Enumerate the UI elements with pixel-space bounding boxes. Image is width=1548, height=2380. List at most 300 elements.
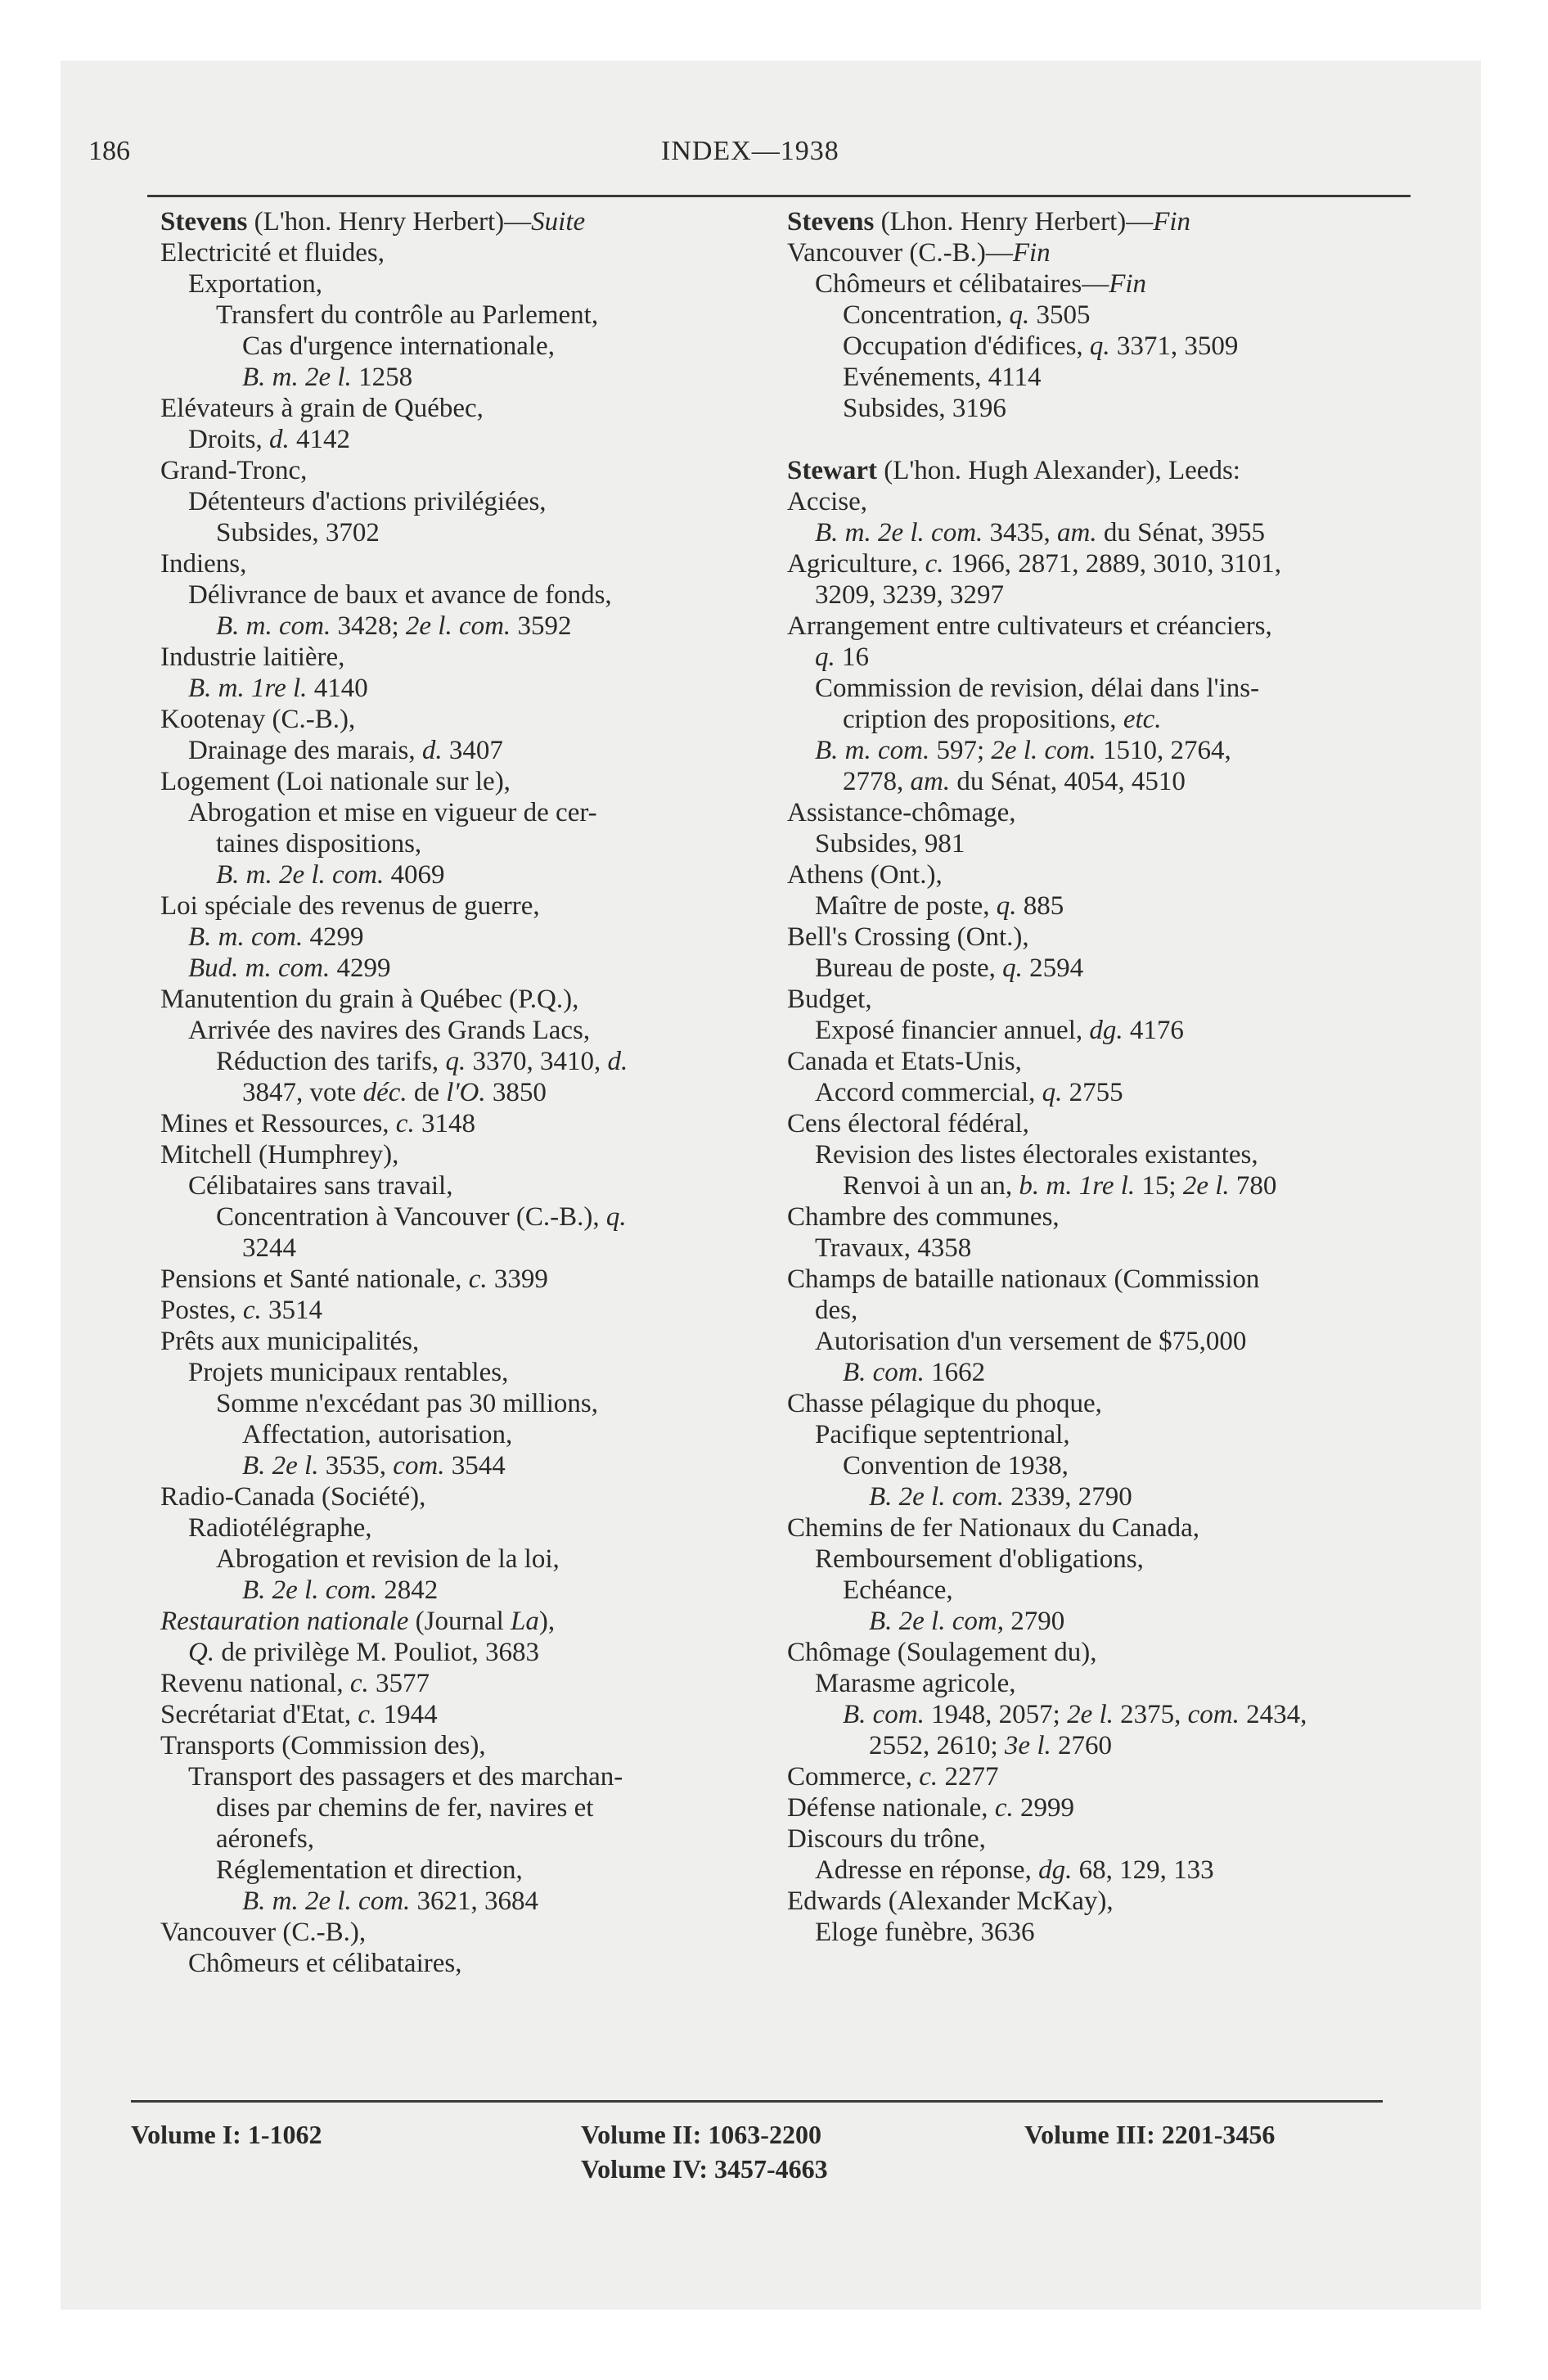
index-entry xyxy=(160,579,766,611)
index-entry xyxy=(787,1450,1409,1481)
index-entry xyxy=(787,548,1409,579)
entry-text: Arrangement entre cultivateurs et créanciers, xyxy=(787,611,1272,641)
entry-text: Stevens xyxy=(160,207,248,237)
entry-text: 2778, xyxy=(843,767,911,796)
entry-text: Cens électoral fédéral, xyxy=(787,1109,1029,1138)
entry-text: Vancouver (C.-B.)— xyxy=(787,238,1013,268)
entry-text: Abrogation et mise en vigueur de cer- xyxy=(188,798,597,827)
index-entry xyxy=(787,579,1409,611)
entry-text: Chômeurs et célibataires— xyxy=(815,269,1109,299)
entry-text: Elévateurs à grain de Québec, xyxy=(160,394,484,423)
entry-text: Autorisation d'un versement de $75,000 xyxy=(815,1327,1247,1356)
entry-text: 885 xyxy=(1016,891,1064,921)
entry-text: Réglementation et direction, xyxy=(216,1855,523,1885)
entry-text: 4176 xyxy=(1123,1016,1184,1045)
entry-text: Revenu national, xyxy=(160,1669,350,1698)
index-entry xyxy=(160,984,766,1015)
footer-volume-2: Volume II: 1063-2200 xyxy=(581,2120,821,2149)
entry-text: 3370, 3410, xyxy=(466,1047,608,1076)
entry-text: d. xyxy=(607,1047,628,1076)
entry-text: Secrétariat d'Etat, xyxy=(160,1700,358,1729)
entry-text: 4142 xyxy=(289,425,350,454)
entry-text: Industrie laitière, xyxy=(160,642,345,672)
index-entry xyxy=(160,922,766,953)
index-entry xyxy=(787,1233,1409,1264)
index-entry xyxy=(160,859,766,890)
entry-text: Stevens xyxy=(787,207,875,237)
index-entry xyxy=(160,1295,766,1326)
entry-text: c. xyxy=(358,1700,377,1729)
entry-text: (Journal xyxy=(408,1607,511,1636)
entry-text: Délivrance de baux et avance de fonds, xyxy=(188,580,612,610)
entry-text: c. xyxy=(242,1296,262,1325)
index-entry xyxy=(160,1046,766,1077)
entry-text: taines dispositions, xyxy=(216,829,422,859)
index-entry xyxy=(160,828,766,859)
index-entry xyxy=(787,859,1409,890)
entry-text: Radiotélégraphe, xyxy=(188,1513,372,1543)
index-entry xyxy=(160,1512,766,1544)
entry-text: q. xyxy=(445,1047,466,1076)
entry-text: B. m. 1re l. xyxy=(188,674,308,703)
index-entry xyxy=(160,704,766,735)
entry-text: Somme n'excédant pas 30 millions, xyxy=(216,1389,598,1418)
entry-text: Agriculture, xyxy=(787,549,925,579)
entry-text: Drainage des marais, xyxy=(188,736,422,765)
index-entry xyxy=(160,1637,766,1668)
entry-text: ), xyxy=(538,1607,556,1636)
index-entry xyxy=(787,1326,1409,1357)
entry-text: Remboursement d'obligations, xyxy=(815,1544,1144,1574)
entry-text: 3428; xyxy=(331,611,406,641)
entry-text: Logement (Loi nationale sur le), xyxy=(160,767,511,796)
entry-text: 3621, 3684 xyxy=(410,1886,539,1916)
index-entry xyxy=(787,828,1409,859)
index-entry xyxy=(160,237,766,268)
entry-text: Commission de revision, délai dans l'ins- xyxy=(815,674,1260,703)
entry-text: 1662 xyxy=(924,1358,986,1387)
entry-text: B. m. 2e l. com. xyxy=(216,860,385,890)
entry-text: 2375, xyxy=(1113,1700,1188,1729)
entry-text: B. m. 2e l. xyxy=(242,363,352,392)
entry-text: am. xyxy=(910,767,951,796)
entry-text: Chemins de fer Nationaux du Canada, xyxy=(787,1513,1200,1543)
entry-text: 3592 xyxy=(511,611,572,641)
index-entry xyxy=(160,1450,766,1481)
entry-text: Indiens, xyxy=(160,549,247,579)
running-head: INDEX—1938 xyxy=(661,136,839,166)
entry-text: 1966, 2871, 2889, 3010, 3101, xyxy=(943,549,1282,579)
entry-text: Mitchell (Humphrey), xyxy=(160,1140,399,1170)
entry-text: Détenteurs d'actions privilégiées, xyxy=(188,487,547,516)
entry-text: Fin xyxy=(1153,207,1191,237)
entry-text: Marasme agricole, xyxy=(815,1669,1016,1698)
entry-text: 4299 xyxy=(303,922,364,952)
index-entry xyxy=(787,1512,1409,1544)
entry-text: Transport des passagers et des marchan- xyxy=(188,1762,623,1792)
entry-text: dg. xyxy=(1089,1016,1123,1045)
entry-text: Droits, xyxy=(188,425,269,454)
entry-text: Chômage (Soulagement du), xyxy=(787,1638,1097,1667)
index-entry xyxy=(160,393,766,424)
entry-text: Budget, xyxy=(787,985,872,1014)
entry-text: d. xyxy=(421,736,443,765)
entry-text: q. xyxy=(815,642,835,672)
entry-text: 2339, 2790 xyxy=(1003,1482,1132,1512)
entry-text: c. xyxy=(395,1109,415,1138)
index-entry xyxy=(787,1481,1409,1512)
index-entry xyxy=(787,1668,1409,1699)
entry-text: 2552, 2610; xyxy=(869,1731,1005,1760)
entry-text: 3407 xyxy=(442,736,503,765)
entry-text: Défense nationale, xyxy=(787,1793,995,1823)
index-entry xyxy=(160,766,766,797)
index-entry xyxy=(787,1575,1409,1606)
entry-text: B. m. com. xyxy=(188,922,304,952)
entry-text: Bell's Crossing (Ont.), xyxy=(787,922,1029,952)
index-entry xyxy=(160,1388,766,1419)
index-column-left xyxy=(160,206,766,1979)
entry-text: Chasse pélagique du phoque, xyxy=(787,1389,1102,1418)
entry-text: 2e l. xyxy=(1067,1700,1114,1729)
index-entry xyxy=(787,735,1409,766)
entry-text: Prêts aux municipalités, xyxy=(160,1327,420,1356)
entry-text: 3514 xyxy=(261,1296,323,1325)
index-entry xyxy=(160,797,766,828)
entry-text: 3850 xyxy=(485,1078,547,1107)
entry-text: 3847, vote xyxy=(242,1078,363,1107)
index-entry xyxy=(787,797,1409,828)
entry-text: Manutention du grain à Québec (P.Q.), xyxy=(160,985,579,1014)
entry-text: Chambre des communes, xyxy=(787,1202,1060,1232)
index-entry xyxy=(160,1668,766,1699)
entry-text: B. m. com. xyxy=(216,611,331,641)
entry-text: 2594 xyxy=(1022,953,1084,983)
index-entry xyxy=(160,1139,766,1170)
entry-gap xyxy=(787,424,1409,455)
index-entry xyxy=(787,1823,1409,1855)
entry-text: Transports (Commission des), xyxy=(160,1731,486,1760)
index-entry xyxy=(160,673,766,704)
entry-text: 3535, xyxy=(318,1451,394,1481)
entry-text: 4299 xyxy=(330,953,391,983)
entry-text: l'O. xyxy=(446,1078,486,1107)
index-entry xyxy=(160,1823,766,1855)
entry-text: 3244 xyxy=(242,1233,296,1263)
entry-text: d. xyxy=(269,425,290,454)
index-entry xyxy=(787,1264,1409,1295)
entry-text: b. m. 1re l. xyxy=(1019,1171,1136,1201)
entry-text: am. xyxy=(1057,518,1097,548)
entry-text: 2842 xyxy=(376,1575,439,1605)
entry-text: 3371, 3509 xyxy=(1109,331,1239,361)
index-entry xyxy=(160,1201,766,1233)
index-entry xyxy=(787,1761,1409,1792)
entry-text: dises par chemins de fer, navires et xyxy=(216,1793,594,1823)
index-entry xyxy=(160,331,766,362)
entry-text: c. xyxy=(925,549,944,579)
index-entry xyxy=(160,1481,766,1512)
entry-text: Canada et Etats-Unis, xyxy=(787,1047,1022,1076)
entry-text: 1948, 2057; xyxy=(924,1700,1068,1729)
entry-text: c. xyxy=(468,1264,488,1294)
entry-text: com. xyxy=(393,1451,445,1481)
entry-text: Adresse en réponse, xyxy=(815,1855,1039,1885)
entry-text: 4069 xyxy=(384,860,445,890)
entry-text: Convention de 1938, xyxy=(843,1451,1069,1481)
index-entry xyxy=(787,1855,1409,1886)
entry-text: 3435, xyxy=(983,518,1058,548)
entry-text: q. xyxy=(605,1202,627,1232)
index-entry xyxy=(787,268,1409,300)
entry-text: c. xyxy=(994,1793,1014,1823)
index-entry xyxy=(160,1357,766,1388)
entry-text: du Sénat, 4054, 4510 xyxy=(950,767,1186,796)
index-entry xyxy=(160,1233,766,1264)
index-entry xyxy=(787,1015,1409,1046)
entry-text: dg. xyxy=(1038,1855,1073,1885)
index-entry xyxy=(787,1886,1409,1917)
entry-text: 16 xyxy=(835,642,869,672)
index-entry xyxy=(787,766,1409,797)
entry-text: Bureau de poste, xyxy=(815,953,1003,983)
entry-text: du Sénat, 3955 xyxy=(1096,518,1265,548)
index-entry xyxy=(160,1326,766,1357)
header-rule xyxy=(147,195,1411,197)
index-entry xyxy=(160,268,766,300)
entry-text: de privilège M. Pouliot, 3683 xyxy=(214,1638,539,1667)
index-entry xyxy=(160,1170,766,1201)
entry-text: 2e l. com. xyxy=(405,611,511,641)
entry-text: 2999 xyxy=(1013,1793,1074,1823)
index-entry xyxy=(787,486,1409,517)
index-entry xyxy=(787,704,1409,735)
entry-text: 2277 xyxy=(938,1762,999,1792)
entry-text: aéronefs, xyxy=(216,1824,315,1854)
index-entry xyxy=(160,206,766,237)
entry-text: Champs de bataille nationaux (Commission xyxy=(787,1264,1260,1294)
entry-text: 4140 xyxy=(307,674,368,703)
entry-text: Vancouver (C.-B.), xyxy=(160,1918,367,1947)
entry-text: c. xyxy=(919,1762,938,1792)
index-entry xyxy=(160,735,766,766)
index-entry xyxy=(160,517,766,548)
index-entry xyxy=(787,1544,1409,1575)
entry-text: Arrivée des navires des Grands Lacs, xyxy=(188,1016,591,1045)
entry-text: Bud. m. com. xyxy=(188,953,331,983)
index-entry xyxy=(160,890,766,922)
entry-text: Accise, xyxy=(787,487,868,516)
index-entry xyxy=(787,393,1409,424)
index-entry xyxy=(787,953,1409,984)
index-entry xyxy=(787,1108,1409,1139)
entry-text: Kootenay (C.-B.), xyxy=(160,705,356,734)
index-entry xyxy=(787,1917,1409,1948)
index-entry xyxy=(160,1077,766,1108)
entry-text: Fin xyxy=(1109,269,1147,299)
index-entry xyxy=(787,1419,1409,1450)
entry-text: 2755 xyxy=(1062,1078,1123,1107)
entry-text: Exposé financier annuel, xyxy=(815,1016,1090,1045)
index-column-right xyxy=(787,206,1409,1948)
index-entry xyxy=(160,455,766,486)
entry-text: Pensions et Santé nationale, xyxy=(160,1264,469,1294)
entry-text: Subsides, 3196 xyxy=(843,394,1006,423)
entry-text: 15; xyxy=(1135,1171,1183,1201)
index-entry xyxy=(160,1886,766,1917)
index-entry xyxy=(160,362,766,393)
entry-text: B. m. com. xyxy=(815,736,930,765)
entry-text: Subsides, 3702 xyxy=(216,518,380,548)
index-entry xyxy=(160,548,766,579)
entry-text: 3505 xyxy=(1029,300,1091,330)
index-entry xyxy=(787,1295,1409,1326)
index-entry xyxy=(787,1699,1409,1730)
entry-text: Eloge funèbre, 3636 xyxy=(815,1918,1035,1947)
entry-text: q. xyxy=(1089,331,1110,361)
index-entry xyxy=(787,642,1409,673)
footer-volume-3: Volume III: 2201-3456 xyxy=(1024,2120,1276,2149)
entry-text: cription des propositions, xyxy=(843,705,1123,734)
index-entry xyxy=(787,984,1409,1015)
entry-text: Assistance-chômage, xyxy=(787,798,1016,827)
index-entry xyxy=(160,1606,766,1637)
index-entry xyxy=(787,300,1409,331)
entry-text: B. com. xyxy=(843,1358,925,1387)
footer-volume-1: Volume I: 1-1062 xyxy=(131,2120,322,2149)
entry-text: q. xyxy=(1009,300,1030,330)
index-entry xyxy=(160,424,766,455)
entry-text: 3399 xyxy=(487,1264,548,1294)
entry-text: B. com. xyxy=(843,1700,925,1729)
entry-text: B. m. 2e l. com. xyxy=(815,518,983,548)
entry-text: Loi spéciale des revenus de guerre, xyxy=(160,891,540,921)
index-entry xyxy=(160,1264,766,1295)
index-entry xyxy=(787,1046,1409,1077)
index-entry xyxy=(160,1917,766,1948)
index-entry xyxy=(787,206,1409,237)
page-number: 186 xyxy=(88,136,130,166)
footer-volume-4: Volume IV: 3457-4663 xyxy=(581,2154,828,2184)
entry-text: Renvoi à un an, xyxy=(843,1171,1019,1201)
index-entry xyxy=(160,642,766,673)
entry-text: Maître de poste, xyxy=(815,891,997,921)
entry-text: déc. xyxy=(362,1078,407,1107)
entry-text: 68, 129, 133 xyxy=(1072,1855,1214,1885)
entry-text: Q. xyxy=(188,1638,215,1667)
entry-text: Célibataires sans travail, xyxy=(188,1171,453,1201)
entry-text: 2434, xyxy=(1239,1700,1307,1729)
entry-text: Réduction des tarifs, xyxy=(216,1047,446,1076)
entry-text: Athens (Ont.), xyxy=(787,860,943,890)
index-entry xyxy=(160,1730,766,1761)
entry-text: B. 2e l. xyxy=(242,1451,319,1481)
index-entry xyxy=(160,1948,766,1979)
entry-text: 3209, 3239, 3297 xyxy=(815,580,1004,610)
index-entry xyxy=(787,362,1409,393)
entry-text: Mines et Ressources, xyxy=(160,1109,396,1138)
entry-text: (L'hon. Henry Herbert)— xyxy=(247,207,532,237)
index-entry xyxy=(160,611,766,642)
entry-text: 3577 xyxy=(368,1669,430,1698)
index-entry xyxy=(787,331,1409,362)
entry-text: q. xyxy=(996,891,1017,921)
entry-text: Chômeurs et célibataires, xyxy=(188,1949,462,1978)
index-entry xyxy=(787,922,1409,953)
entry-text: Accord commercial, xyxy=(815,1078,1042,1107)
entry-text: Grand-Tronc, xyxy=(160,456,308,485)
entry-text: Travaux, 4358 xyxy=(815,1233,972,1263)
entry-text: Concentration, xyxy=(843,300,1010,330)
index-entry xyxy=(160,1761,766,1792)
entry-text: 1510, 2764, xyxy=(1096,736,1231,765)
index-entry xyxy=(787,455,1409,486)
entry-text: 2e l. xyxy=(1182,1171,1230,1201)
entry-text: Fin xyxy=(1012,238,1051,268)
entry-text: Edwards (Alexander McKay), xyxy=(787,1886,1114,1916)
index-entry xyxy=(787,237,1409,268)
entry-text: Abrogation et revision de la loi, xyxy=(216,1544,560,1574)
index-entry xyxy=(160,1419,766,1450)
entry-text: 3544 xyxy=(444,1451,506,1481)
entry-text: q. xyxy=(1042,1078,1063,1107)
entry-text: 3148 xyxy=(414,1109,475,1138)
entry-text: Stewart xyxy=(787,456,877,485)
entry-text: 1258 xyxy=(351,363,413,392)
entry-text: B. m. 2e l. com. xyxy=(242,1886,411,1916)
entry-text: Projets municipaux rentables, xyxy=(188,1358,509,1387)
index-entry xyxy=(787,517,1409,548)
entry-text: com. xyxy=(1187,1700,1240,1729)
index-entry xyxy=(160,1855,766,1886)
entry-text: Discours du trône, xyxy=(787,1824,986,1854)
entry-text: (L'hon. Hugh Alexander), Leeds: xyxy=(876,456,1240,485)
index-entry xyxy=(160,300,766,331)
entry-text: Pacifique septentrional, xyxy=(815,1420,1070,1449)
entry-text: 780 xyxy=(1229,1171,1277,1201)
entry-text: Exportation, xyxy=(188,269,323,299)
entry-text: 2790 xyxy=(1003,1607,1065,1636)
index-entry xyxy=(787,1077,1409,1108)
entry-text: B. 2e l. com. xyxy=(242,1575,377,1605)
footer-rule xyxy=(131,2100,1383,2103)
entry-text: Transfert du contrôle au Parlement, xyxy=(216,300,599,330)
entry-text: Affectation, autorisation, xyxy=(242,1420,513,1449)
entry-text: Suite xyxy=(531,207,586,237)
index-entry xyxy=(787,1388,1409,1419)
entry-text: B. 2e l. com. xyxy=(869,1482,1004,1512)
entry-text: Occupation d'édifices, xyxy=(843,331,1090,361)
index-entry xyxy=(160,1544,766,1575)
entry-text: 3e l. xyxy=(1004,1731,1051,1760)
entry-text: 597; xyxy=(929,736,992,765)
index-entry xyxy=(787,1139,1409,1170)
index-entry xyxy=(787,1637,1409,1668)
entry-text: Postes, xyxy=(160,1296,243,1325)
index-entry xyxy=(787,673,1409,704)
entry-text: q. xyxy=(1002,953,1023,983)
index-entry xyxy=(787,1170,1409,1201)
entry-text: Concentration à Vancouver (C.-B.), xyxy=(216,1202,606,1232)
entry-text: B. 2e l. com, xyxy=(869,1607,1004,1636)
entry-text: La xyxy=(511,1607,539,1636)
entry-text: 2e l. com. xyxy=(991,736,1096,765)
index-entry xyxy=(160,486,766,517)
entry-text: Cas d'urgence internationale, xyxy=(242,331,555,361)
index-entry xyxy=(787,1792,1409,1823)
entry-text: des, xyxy=(815,1296,858,1325)
entry-text: etc. xyxy=(1123,705,1162,734)
